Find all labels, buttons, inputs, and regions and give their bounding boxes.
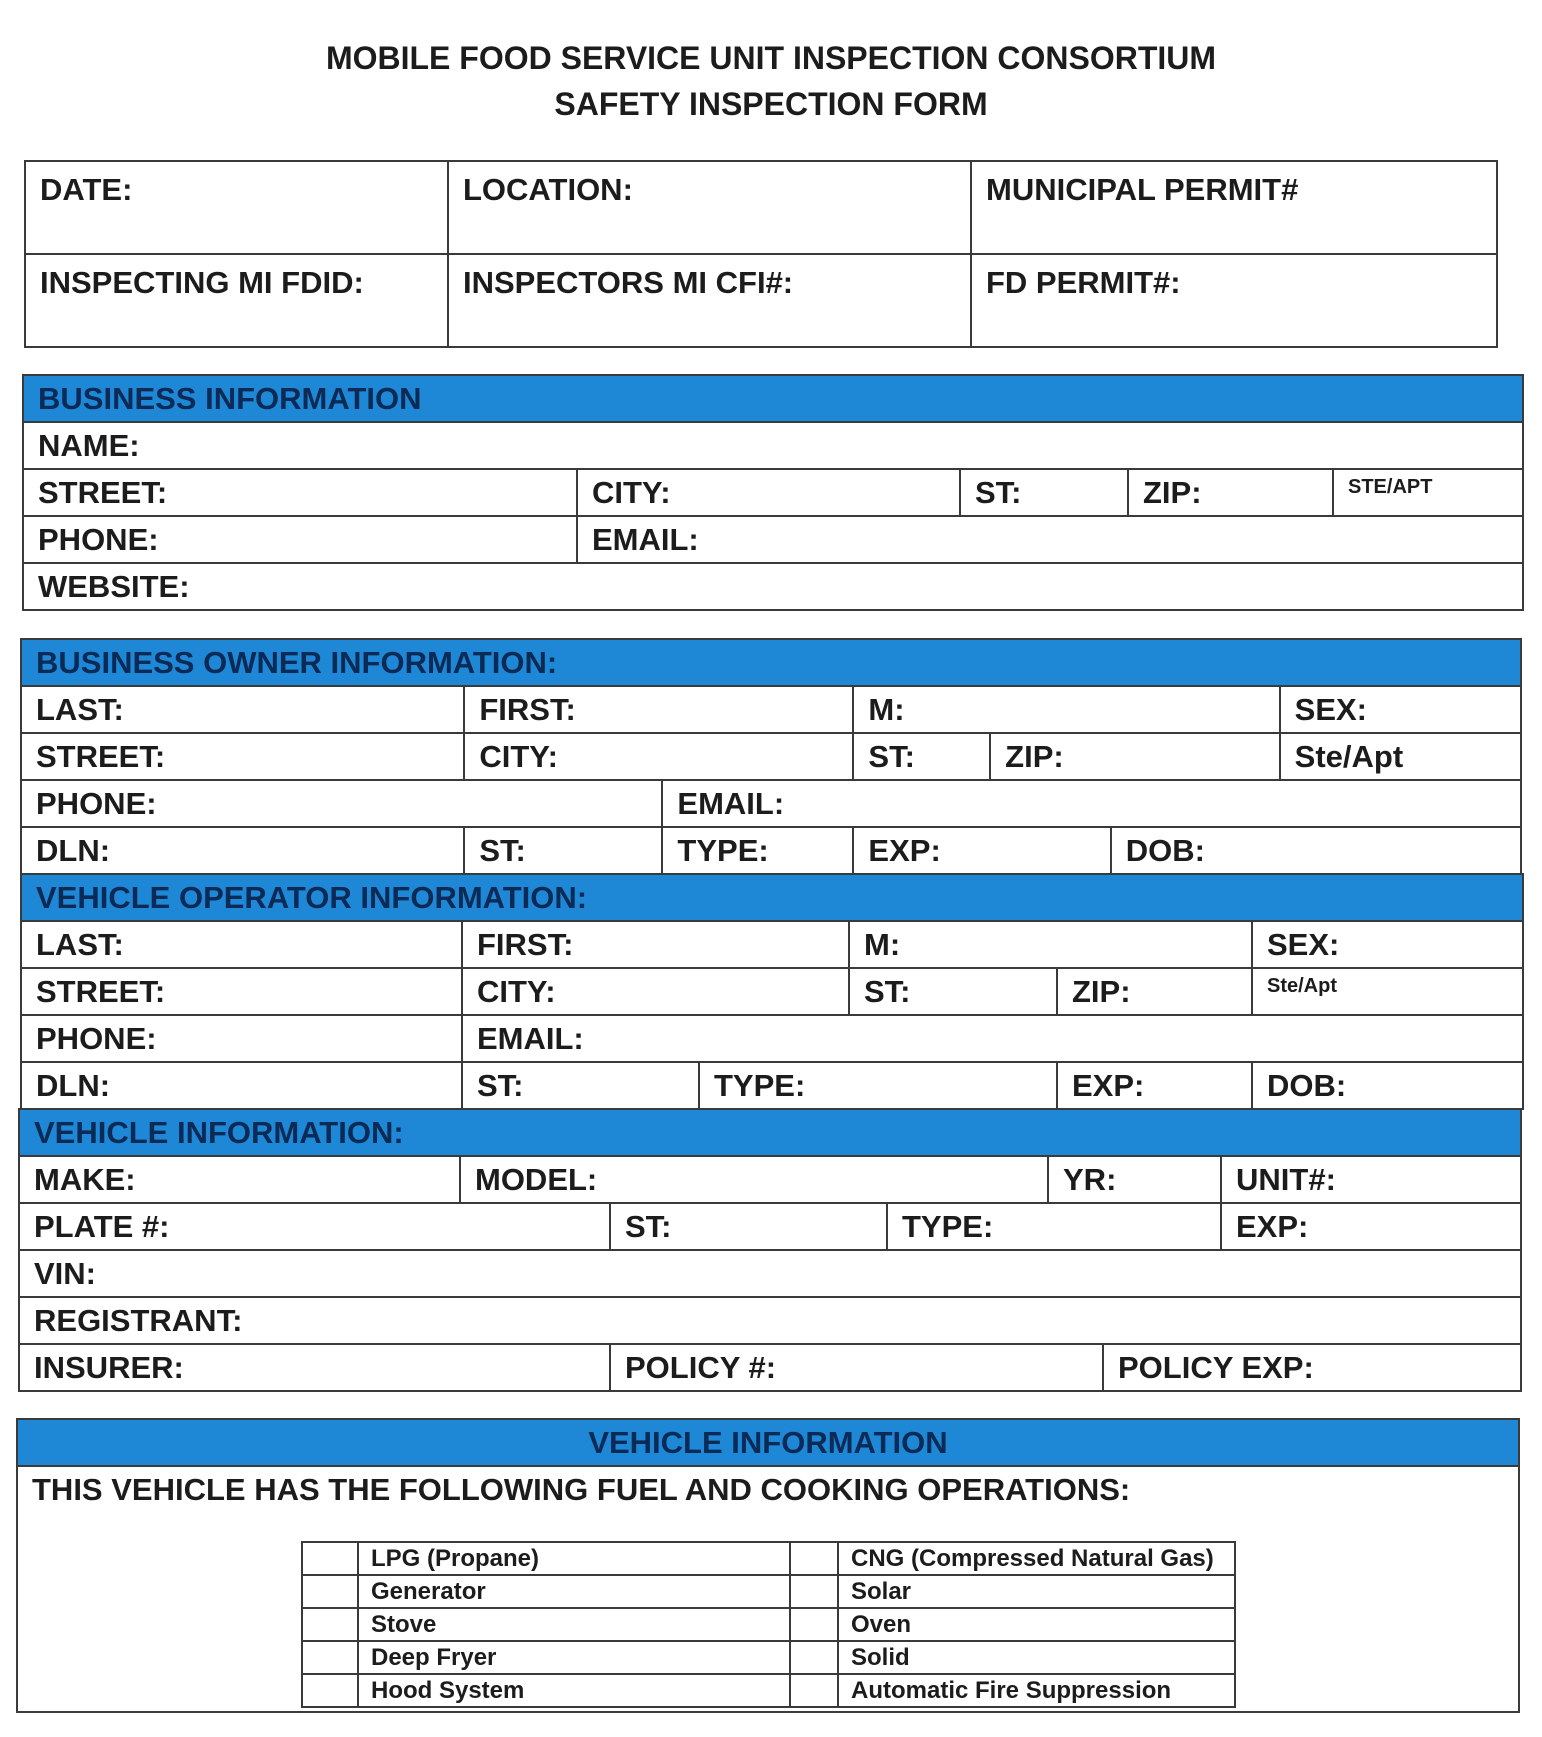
vehicle-registrant-field[interactable]: REGISTRANT: bbox=[19, 1297, 1521, 1344]
operator-sex-field[interactable]: SEX: bbox=[1252, 921, 1523, 968]
business-info-heading: BUSINESS INFORMATION bbox=[23, 375, 1523, 422]
operations-heading: VEHICLE INFORMATION bbox=[17, 1419, 1519, 1466]
vehicle-plate-state-field[interactable]: ST: bbox=[610, 1203, 887, 1250]
business-street-field[interactable]: STREET: bbox=[23, 469, 577, 516]
business-zip-field[interactable]: ZIP: bbox=[1128, 469, 1333, 516]
vehicle-info-table bbox=[18, 1108, 1522, 1392]
owner-info-heading: BUSINESS OWNER INFORMATION: bbox=[21, 639, 1521, 686]
owner-zip-field[interactable]: ZIP: bbox=[990, 733, 1280, 780]
operator-middle-field[interactable]: M: bbox=[849, 921, 1252, 968]
operator-dln-field[interactable]: DLN: bbox=[21, 1062, 462, 1109]
vehicle-insurer-field[interactable]: INSURER: bbox=[19, 1344, 610, 1391]
business-state-field[interactable]: ST: bbox=[960, 469, 1128, 516]
date-field[interactable]: DATE: bbox=[25, 161, 448, 254]
owner-dln-exp-field[interactable]: EXP: bbox=[853, 827, 1110, 874]
solar-checkbox[interactable] bbox=[790, 1575, 838, 1608]
owner-city-field[interactable]: CITY: bbox=[464, 733, 853, 780]
hood-system-label: Hood System bbox=[358, 1674, 790, 1707]
owner-sex-field[interactable]: SEX: bbox=[1280, 686, 1521, 733]
operator-ste-apt-field[interactable]: Ste/Apt bbox=[1252, 968, 1523, 1015]
solar-label: Solar bbox=[838, 1575, 1235, 1608]
owner-first-field[interactable]: FIRST: bbox=[464, 686, 853, 733]
deep-fryer-checkbox[interactable] bbox=[302, 1641, 358, 1674]
fire-suppression-checkbox[interactable] bbox=[790, 1674, 838, 1707]
business-phone-field[interactable]: PHONE: bbox=[23, 516, 577, 563]
vehicle-vin-field[interactable]: VIN: bbox=[19, 1250, 1521, 1297]
owner-email-field[interactable]: EMAIL: bbox=[662, 780, 1521, 827]
inspectors-cfi-field[interactable]: INSPECTORS MI CFI#: bbox=[448, 254, 971, 347]
inspecting-fdid-field[interactable]: INSPECTING MI FDID: bbox=[25, 254, 448, 347]
operator-phone-field[interactable]: PHONE: bbox=[21, 1015, 462, 1062]
owner-dln-type-field[interactable]: TYPE: bbox=[662, 827, 853, 874]
cng-checkbox[interactable] bbox=[790, 1542, 838, 1575]
business-name-field[interactable]: NAME: bbox=[23, 422, 1523, 469]
cng-label: CNG (Compressed Natural Gas) bbox=[838, 1542, 1235, 1575]
fire-suppression-label: Automatic Fire Suppression bbox=[838, 1674, 1235, 1707]
vehicle-plate-type-field[interactable]: TYPE: bbox=[887, 1203, 1221, 1250]
municipal-permit-field[interactable]: MUNICIPAL PERMIT# bbox=[971, 161, 1497, 254]
owner-dln-field[interactable]: DLN: bbox=[21, 827, 464, 874]
owner-dob-field[interactable]: DOB: bbox=[1111, 827, 1521, 874]
form-subtitle: SAFETY INSPECTION FORM bbox=[554, 86, 988, 122]
operator-street-field[interactable]: STREET: bbox=[21, 968, 462, 1015]
operations-statement: THIS VEHICLE HAS THE FOLLOWING FUEL AND COOKING OPERATIONS: bbox=[32, 1472, 1131, 1507]
owner-street-field[interactable]: STREET: bbox=[21, 733, 464, 780]
operator-info-table bbox=[20, 873, 1524, 1110]
owner-last-field[interactable]: LAST: bbox=[21, 686, 464, 733]
owner-middle-field[interactable]: M: bbox=[853, 686, 1279, 733]
operator-last-field[interactable]: LAST: bbox=[21, 921, 462, 968]
fd-permit-field[interactable]: FD PERMIT#: bbox=[971, 254, 1497, 347]
operator-email-field[interactable]: EMAIL: bbox=[462, 1015, 1523, 1062]
operator-info-heading: VEHICLE OPERATOR INFORMATION: bbox=[21, 874, 1523, 921]
hood-system-checkbox[interactable] bbox=[302, 1674, 358, 1707]
stove-label: Stove bbox=[358, 1608, 790, 1641]
operator-dob-field[interactable]: DOB: bbox=[1252, 1062, 1523, 1109]
business-info-table bbox=[22, 374, 1524, 611]
vehicle-unit-field[interactable]: UNIT#: bbox=[1221, 1156, 1521, 1203]
location-field[interactable]: LOCATION: bbox=[448, 161, 971, 254]
business-city-field[interactable]: CITY: bbox=[577, 469, 960, 516]
form-title: MOBILE FOOD SERVICE UNIT INSPECTION CONSORTIUM bbox=[325, 40, 1217, 76]
operator-city-field[interactable]: CITY: bbox=[462, 968, 849, 1015]
generator-label: Generator bbox=[358, 1575, 790, 1608]
vehicle-plate-field[interactable]: PLATE #: bbox=[19, 1203, 610, 1250]
vehicle-policy-field[interactable]: POLICY #: bbox=[610, 1344, 1103, 1391]
vehicle-plate-exp-field[interactable]: EXP: bbox=[1221, 1203, 1521, 1250]
business-ste-apt-field[interactable]: STE/APT bbox=[1333, 469, 1523, 516]
operator-first-field[interactable]: FIRST: bbox=[462, 921, 849, 968]
operator-dln-type-field[interactable]: TYPE: bbox=[699, 1062, 1057, 1109]
deep-fryer-label: Deep Fryer bbox=[358, 1641, 790, 1674]
generator-checkbox[interactable] bbox=[302, 1575, 358, 1608]
oven-checkbox[interactable] bbox=[790, 1608, 838, 1641]
operator-state-field[interactable]: ST: bbox=[849, 968, 1057, 1015]
lpg-checkbox[interactable] bbox=[302, 1542, 358, 1575]
vehicle-info-heading: VEHICLE INFORMATION: bbox=[19, 1109, 1521, 1156]
operator-dln-exp-field[interactable]: EXP: bbox=[1057, 1062, 1252, 1109]
solid-label: Solid bbox=[838, 1641, 1235, 1674]
business-email-field[interactable]: EMAIL: bbox=[577, 516, 1523, 563]
solid-checkbox[interactable] bbox=[790, 1641, 838, 1674]
oven-label: Oven bbox=[838, 1608, 1235, 1641]
vehicle-year-field[interactable]: YR: bbox=[1048, 1156, 1221, 1203]
stove-checkbox[interactable] bbox=[302, 1608, 358, 1641]
vehicle-model-field[interactable]: MODEL: bbox=[460, 1156, 1048, 1203]
owner-ste-apt-field[interactable]: Ste/Apt bbox=[1280, 733, 1521, 780]
owner-state-field[interactable]: ST: bbox=[853, 733, 990, 780]
lpg-label: LPG (Propane) bbox=[358, 1542, 790, 1575]
permit-table bbox=[24, 160, 1498, 348]
vehicle-policy-exp-field[interactable]: POLICY EXP: bbox=[1103, 1344, 1521, 1391]
owner-phone-field[interactable]: PHONE: bbox=[21, 780, 662, 827]
business-website-field[interactable]: WEBSITE: bbox=[23, 563, 1523, 610]
operations-heading-table bbox=[16, 1418, 1520, 1467]
operator-dln-state-field[interactable]: ST: bbox=[462, 1062, 699, 1109]
owner-dln-state-field[interactable]: ST: bbox=[464, 827, 662, 874]
vehicle-make-field[interactable]: MAKE: bbox=[19, 1156, 460, 1203]
operator-zip-field[interactable]: ZIP: bbox=[1057, 968, 1252, 1015]
operations-checklist bbox=[301, 1541, 1236, 1708]
owner-info-table bbox=[20, 638, 1522, 875]
